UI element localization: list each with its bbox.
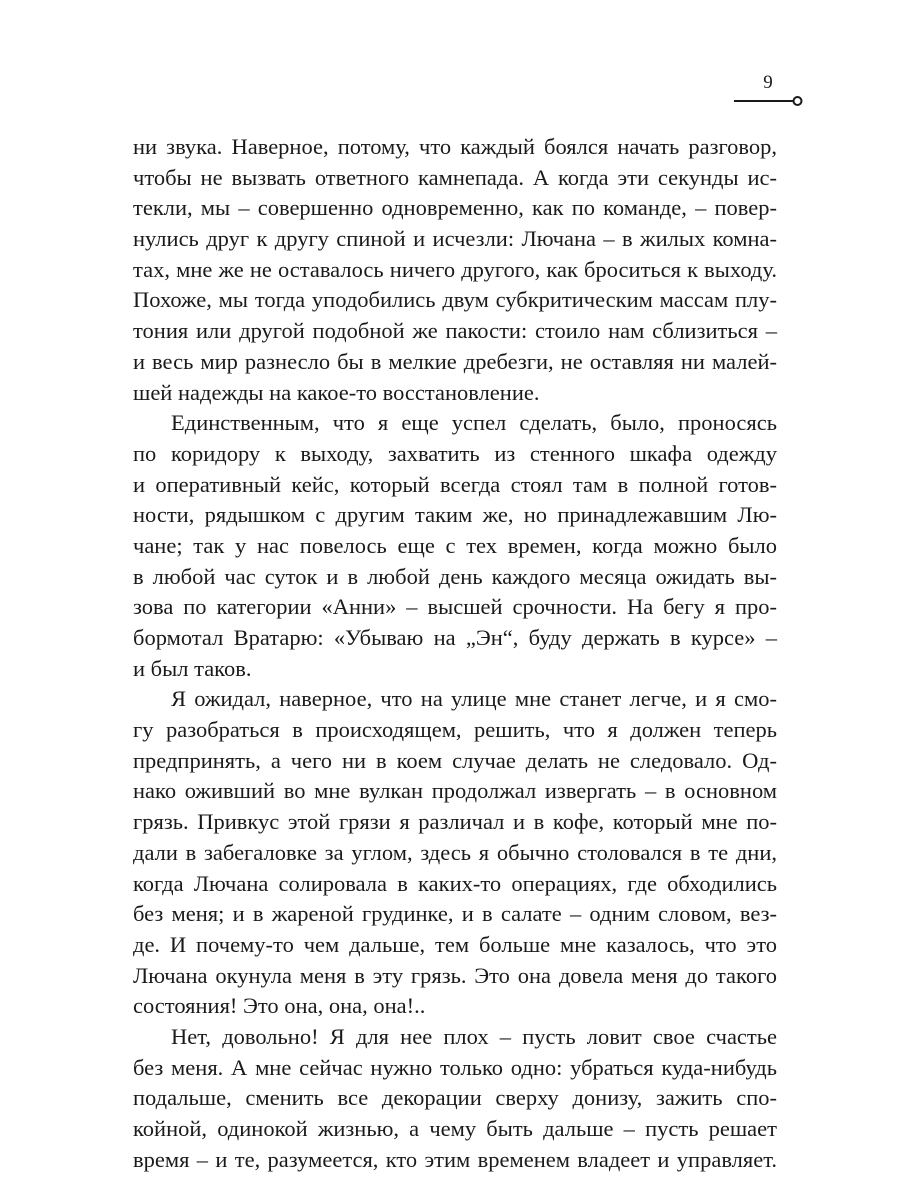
text-line: без меня; и в жареной грудинке, и в салате – одним словом, вез- [133, 901, 777, 927]
text-line: койной, одинокой жизнью, а чему быть дальше – пусть решает [133, 1116, 777, 1141]
text-line: по коридору к выходу, захватить из стенного шкафа одежду [133, 440, 777, 466]
text-line: дали в забегаловке за углом, здесь я обычно столовался в те дни, [133, 839, 777, 865]
text-line: Нет, довольно! Я для нее плох – пусть ловит свое счастье [171, 1023, 777, 1049]
text-line: шей надежды на какое-то восстановление. [133, 379, 540, 405]
text-line: де. И почему-то чем дальше, тем больше мне казалось, что это [133, 931, 777, 957]
text-line: и оперативный кейс, который всегда стоял там в полной готов- [133, 471, 777, 497]
page-number: 9 [763, 72, 773, 93]
text-line: грязь. Привкус этой грязи я различал и в кофе, который мне по- [133, 809, 777, 835]
text-line: нако оживший во мне вулкан продолжал извергать – в основном [133, 778, 777, 804]
text-line: Единственным, что я еще успел сделать, было, проносясь [171, 410, 777, 436]
text-line: в любой час суток и в любой день каждого месяца ожидать вы- [133, 563, 777, 589]
text-line: без меня. А мне сейчас нужно только одно: убраться куда-нибудь [133, 1054, 777, 1080]
text-line: текли, мы – совершенно одновременно, как по команде, – повер- [133, 195, 777, 221]
text-line: тах, мне же не оставалось ничего другого, как броситься к выходу. [133, 256, 777, 282]
text-line: ности, рядышком с другим таким же, но принадлежавшим Лю- [133, 502, 777, 528]
text-line: подальше, сменить все декорации сверху донизу, зажить спо- [133, 1085, 777, 1111]
text-line: состояния! Это она, она, она!.. [133, 993, 426, 1019]
text-line: Я ожидал, наверное, что на улице мне станет легче, и я смо- [171, 686, 777, 712]
text-line: когда Лючана солировала в каких-то операциях, где обходились [133, 870, 777, 896]
text-line: тония или другой подобной же пакости: стоило нам сблизиться – [133, 318, 777, 344]
text-line: бормотал Вратарю: «Убываю на „Эн“, буду держать в курсе» – [133, 625, 777, 650]
page-number-ornament-icon [734, 95, 804, 107]
text-line: и был таков. [133, 655, 252, 681]
text-line: ни звука. Наверное, потому, что каждый боялся начать разговор, [133, 134, 777, 159]
text-line: Похоже, мы тогда уподобились двум субкритическим массам плу- [133, 287, 777, 313]
text-line: чане; так у нас повелось еще с тех времен, когда можно было [133, 532, 777, 558]
text-line: Лючана окунула меня в эту грязь. Это она довела меня до такого [133, 962, 777, 988]
text-line: время – и те, разумеется, кто этим временем владеет и управляет. [133, 1146, 777, 1172]
text-line: зова по категории «Анни» – высшей срочности. На бегу я про- [133, 594, 777, 620]
text-line: гу разобраться в происходящем, решить, что я должен теперь [133, 717, 777, 743]
text-line: и весь мир разнесло бы в мелкие дребезги, не оставляя ни малей- [133, 348, 777, 374]
text-line: нулись друг к другу спиной и исчезли: Лючана – в жилых комна- [133, 226, 777, 252]
body-text [133, 132, 777, 1175]
text-line: предпринять, а чего ни в коем случае делать не следовало. Од- [133, 747, 777, 773]
text-line: чтобы не вызвать ответного камнепада. А когда эти секунды ис- [133, 164, 777, 190]
